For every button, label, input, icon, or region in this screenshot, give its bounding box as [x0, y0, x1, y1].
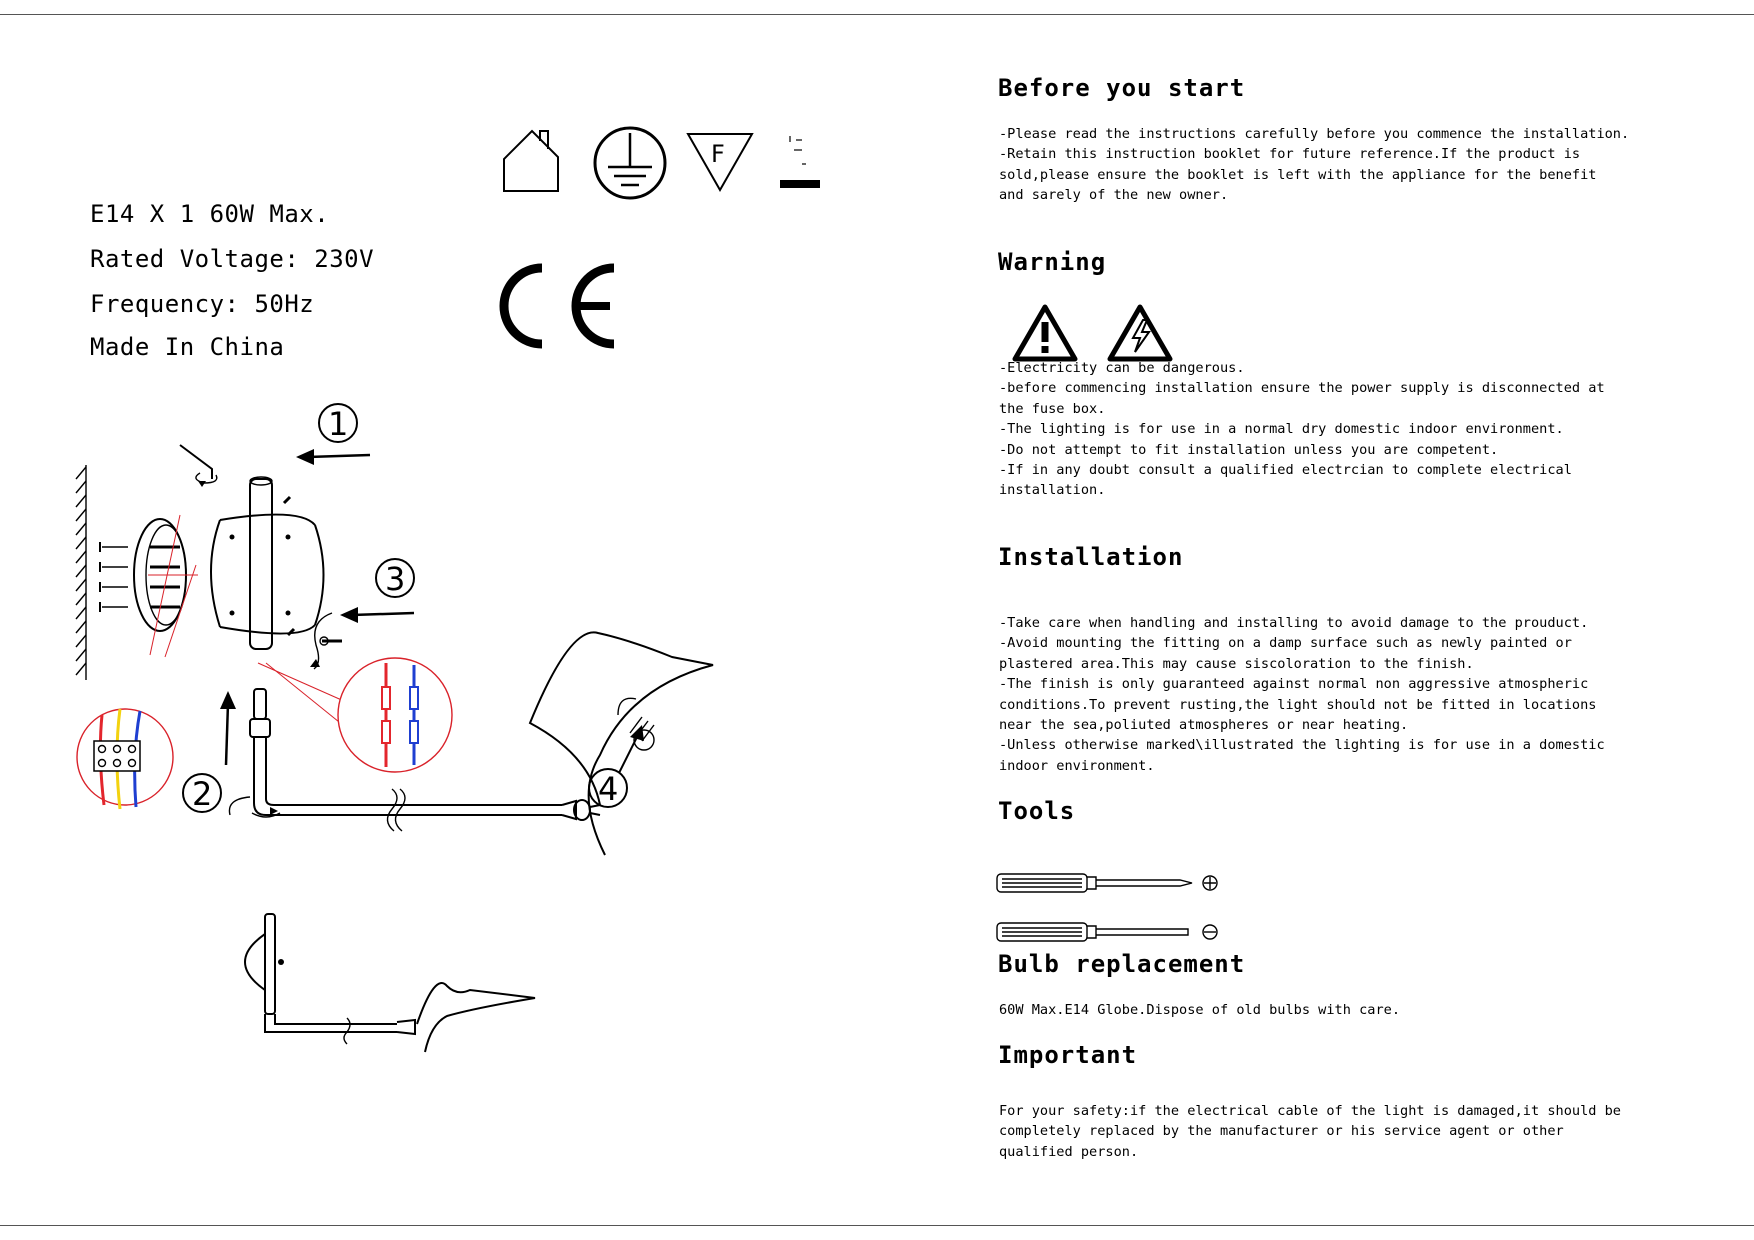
spec-bulb: E14 X 1 60W Max.	[90, 200, 330, 228]
phillips-screwdriver-icon	[996, 870, 1220, 896]
f-mark-triangle-icon	[685, 130, 755, 192]
svg-text:3: 3	[385, 560, 406, 598]
svg-text:2: 2	[192, 775, 213, 813]
section-title-installation: Installation	[998, 543, 1184, 571]
step-3-marker	[310, 559, 414, 669]
section-body-before: -Please read the instructions carefully before you commence the installation. -Retain this instruction booklet for future reference.If the product is sold,please ensure the booklet is left with the appliance for the benefit and sarely of the new owner.	[999, 126, 1630, 204]
electric-shock-triangle-icon	[1107, 304, 1173, 362]
step-1-marker	[296, 404, 370, 465]
step-4-marker	[589, 698, 654, 808]
caution-triangle-icon	[1012, 304, 1078, 362]
wall-hatch	[76, 465, 86, 680]
section-body-installation: -Take care when handling and installing to avoid damage to the prouduct. -Avoid mounting the fitting on a damp surface such as newly painted or plastered area.This may cause siscoloration to the finish. -The finish is only guaranteed against normal non aggressive atmospheric conditions.To prevent rusting,the light should not be fitted in locations near the sea,poliuted atmospheres or near heating. -Unless otherwise marked\illustrated the lighting is for use in a domestic indoor environment.	[999, 615, 1605, 774]
spec-voltage: Rated Voltage: 230V	[90, 245, 375, 273]
wall-arm-tube	[250, 479, 272, 649]
spec-frequency: Frequency: 50Hz	[90, 290, 315, 318]
top-border	[0, 14, 1754, 15]
wire-connector-callout	[258, 658, 452, 772]
canopy	[211, 520, 220, 627]
section-body-warning: -Electricity can be dangerous. -before commencing installation ensure the power supply is disconnected at the fuse box. -The lighting is for use in a normal dry domestic indoor environment. -Do not attempt to fit installation unless you are competent. -If in any doubt consult a qualified electrcian to complete electrical installation.	[999, 360, 1605, 499]
svg-text:4: 4	[598, 770, 619, 808]
ce-mark-icon	[502, 262, 622, 350]
wall-screws	[100, 542, 128, 612]
bottom-border	[0, 1225, 1754, 1226]
spec-origin: Made In China	[90, 333, 285, 361]
house-icon	[500, 125, 570, 195]
earth-ground-icon	[592, 125, 668, 201]
assembly-diagram	[70, 395, 820, 895]
section-body-bulb: 60W Max.E14 Globe.Dispose of old bulbs with care.	[999, 1002, 1401, 1018]
lamp-arm	[229, 632, 713, 855]
section-title-tools: Tools	[998, 797, 1076, 825]
svg-text:F: F	[711, 140, 725, 168]
section-title-bulb: Bulb replacement	[998, 950, 1246, 978]
section-title-important: Important	[998, 1041, 1138, 1069]
terminal-block-callout	[77, 515, 196, 809]
hex-key	[180, 445, 212, 479]
svg-text:1: 1	[328, 405, 349, 443]
flathead-screwdriver-icon	[996, 919, 1220, 945]
ac-mark-icon	[778, 128, 822, 194]
section-title-before: Before you start	[998, 74, 1246, 102]
section-title-warning: Warning	[998, 248, 1107, 276]
section-body-important: For your safety:if the electrical cable of the light is damaged,it should be completely replaced by the manufacturer or his service agent or other qualified person.	[999, 1103, 1621, 1160]
step-2-marker	[183, 691, 236, 813]
lamp-overview-diagram	[235, 912, 545, 1057]
